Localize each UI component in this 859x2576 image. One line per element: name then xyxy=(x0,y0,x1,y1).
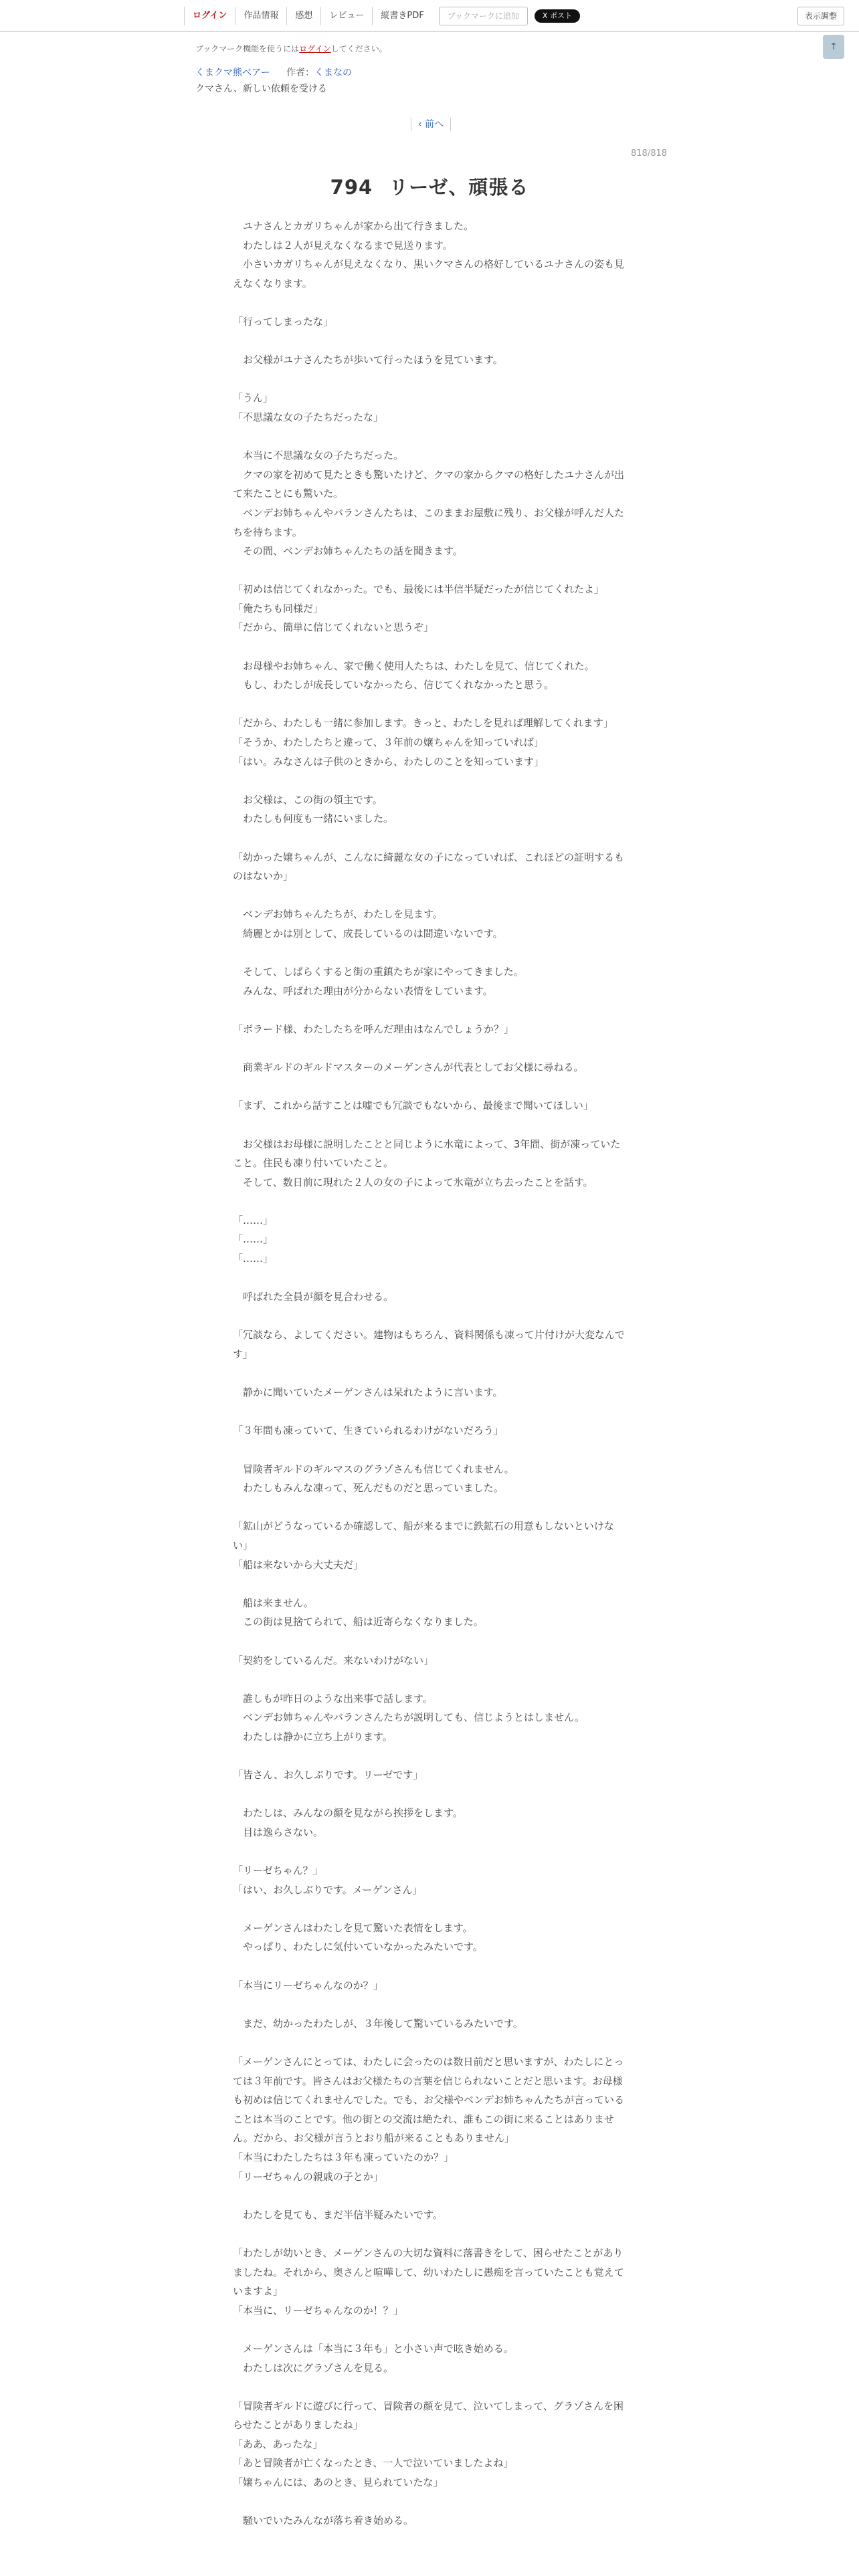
blank-line xyxy=(233,1632,628,1651)
tab-vertical-pdf[interactable]: 縦書きPDF xyxy=(372,7,432,25)
prev-page-link[interactable]: ‹ 前へ xyxy=(411,118,451,131)
blank-line xyxy=(233,1000,628,1020)
blank-line xyxy=(233,1364,628,1384)
chapter-title: クマさん、新しい依頼を受ける xyxy=(195,84,327,94)
body-paragraph: 「初めは信じてくれなかった。でも、最後には半信半疑だったが信じてくれたよ」 xyxy=(233,583,605,596)
body-paragraph: ユナさんとカガリちゃんが家から出て行きました。 xyxy=(233,220,474,232)
body-paragraph: 「はい。みなさんは子供のときから、わたしのことを知っています」 xyxy=(233,755,545,768)
body-paragraph: 本当に不思議な女の子たちだった。 xyxy=(233,449,404,462)
blank-line xyxy=(233,561,628,580)
body-paragraph: 「鉱山がどうなっているか確認して、船が来るまでに鉄鉱石の用意もしないといけない」 xyxy=(233,1520,614,1551)
blank-line xyxy=(233,2186,628,2206)
blank-line xyxy=(233,1957,628,1976)
notice-login-link[interactable]: ログイン xyxy=(299,44,331,53)
body-paragraph: 「……」 xyxy=(233,1233,274,1246)
tab-work-info[interactable]: 作品情報 xyxy=(235,7,286,25)
blank-line xyxy=(233,637,628,657)
body-paragraph: 「幼かった嬢ちゃんが、こんなに綺麗な女の子になっていれば、これほどの証明するものはないか」 xyxy=(233,851,625,883)
tab-review[interactable]: レビュー xyxy=(320,7,372,25)
body-paragraph: やっぱり、わたしに気付いていなかったみたいです。 xyxy=(233,1941,483,1953)
body-paragraph: まだ、幼かったわたしが、３年後して驚いているみたいです。 xyxy=(233,2017,523,2030)
blank-line xyxy=(233,1574,628,1594)
body-paragraph: 「……」 xyxy=(233,1214,274,1226)
blank-line xyxy=(233,1192,628,1211)
header-nav xyxy=(184,7,580,25)
header-bar xyxy=(0,0,859,32)
blank-line xyxy=(233,1307,628,1326)
body-paragraph: 「俺たちも同様だ」 xyxy=(233,602,324,615)
body-paragraph: わたしは静かに立ち上がります。 xyxy=(233,1730,393,1743)
blank-line xyxy=(233,829,628,848)
body-paragraph: わたしを見ても、まだ半信半疑みたいです。 xyxy=(233,2208,443,2221)
body-paragraph: 「本当にわたしたちは３年も凍っていたのか？」 xyxy=(233,2151,454,2163)
body-paragraph: ベンデお姉ちゃんやバランさんたちが説明しても、信じようとはしません。 xyxy=(233,1711,585,1724)
blank-line xyxy=(233,1440,628,1460)
body-paragraph: 呼ばれた全員が顔を見合わせる。 xyxy=(233,1291,394,1303)
body-paragraph: 目は逸らさない。 xyxy=(233,1826,324,1838)
body-paragraph: 「そうか、わたしたちと違って、３年前の嬢ちゃんを知っていれば」 xyxy=(233,736,544,749)
display-settings-button[interactable]: 表示調整 xyxy=(797,7,844,25)
x-post-button[interactable]: X ポスト xyxy=(535,9,580,23)
body-paragraph: その間、ベンデお姉ちゃんたちの話を聞きます。 xyxy=(233,545,463,558)
body-paragraph: 「契約をしているんだ。来ないわけがない」 xyxy=(233,1654,434,1667)
blank-line xyxy=(233,2377,628,2397)
body-paragraph: メーゲンさんはわたしを見て驚いた表情をします。 xyxy=(233,1921,473,1934)
body-paragraph: 「あと冒険者が亡くなったとき、一人で泣いていましたよね」 xyxy=(233,2457,514,2470)
body-paragraph: クマの家を初めて見たときも驚いたけど、クマの家からクマの格好したユナさんが出て来たことにも驚いた。 xyxy=(233,468,625,500)
author-label: 作者： xyxy=(286,68,314,78)
body-paragraph: 「リーゼちゃん？」 xyxy=(233,1864,323,1877)
blank-line xyxy=(233,944,628,963)
body-paragraph: 「本当にリーゼちゃんなのか？」 xyxy=(233,1979,383,1992)
body-paragraph: 「まず、これから話すことは嘘でも冗談でもないから、最後まで聞いてほしい」 xyxy=(233,1099,593,1112)
blank-line xyxy=(233,427,628,447)
body-paragraph: みんな、呼ばれた理由が分からない表情をしています。 xyxy=(233,984,493,997)
blank-line xyxy=(233,1498,628,1517)
episode-counter: 818/818 xyxy=(631,148,668,158)
body-paragraph: 「リーゼちゃんの親戚の子とか」 xyxy=(233,2170,383,2183)
body-paragraph: わたしも何度も一緒にいました。 xyxy=(233,813,394,825)
tab-impressions[interactable]: 感想 xyxy=(286,7,320,25)
body-paragraph: 「不思議な女の子たちだったな」 xyxy=(233,411,384,423)
body-paragraph: 「だから、わたしも一緒に参加します。きっと、わたしを見れば理解してくれます」 xyxy=(233,717,613,730)
blank-line xyxy=(233,1115,628,1135)
blank-line xyxy=(233,1899,628,1919)
blank-line xyxy=(233,1269,628,1288)
blank-line xyxy=(233,1039,628,1059)
blank-line xyxy=(233,1670,628,1689)
blank-line xyxy=(233,1842,628,1861)
body-paragraph: 「わたしが幼いとき、メーゲンさんの大切な資料に落書きをして、困らせたことがありましたね。それから、奥さんと喧嘩して、幼いわたしに愚痴を言っていたことも覚えていますよ」 xyxy=(233,2246,624,2298)
body-paragraph: 商業ギルドのギルドマスターのメーゲンさんが代表としてお父様に尋ねる。 xyxy=(233,1061,584,1074)
body-paragraph: 綺麗とかは別として、成長しているのは間違いないです。 xyxy=(233,927,503,940)
body-paragraph: 「３年間も凍っていて、生きていられるわけがないだろう」 xyxy=(233,1424,504,1437)
body-paragraph: ベンデお姉ちゃんたちが、わたしを見ます。 xyxy=(233,908,443,921)
body-paragraph: 「はい、お久しぶりです。メーゲンさん」 xyxy=(233,1883,423,1896)
body-paragraph: そして、数日前に現れた２人の女の子によって氷竜が立ち去ったことを話す。 xyxy=(233,1176,593,1188)
episode-title xyxy=(0,173,859,200)
body-paragraph: 「……」 xyxy=(233,1253,274,1265)
body-paragraph: 「冗談なら、よしてください。建物はもちろん、資料関係も凍って片付けが大変なんです」 xyxy=(233,1329,625,1361)
body-paragraph: お父様がユナさんたちが歩いて行ったほうを見ています。 xyxy=(233,354,503,366)
blank-line xyxy=(233,332,628,351)
novel-body xyxy=(233,217,628,2531)
blank-line xyxy=(233,2492,628,2512)
body-paragraph: わたしもみんな凍って、死んだものだと思っていました。 xyxy=(233,1482,504,1495)
body-paragraph: 「だから、簡単に信じてくれないと思うぞ」 xyxy=(233,621,434,634)
body-paragraph: 「船は来ないから大丈夫だ」 xyxy=(233,1558,364,1571)
login-notice xyxy=(195,43,387,54)
body-paragraph: お父様はお母様に説明したことと同じように水竜によって、3年間、街が凍っていたこと。住民も凍り付いていたこと。 xyxy=(233,1138,621,1170)
body-paragraph: お母様やお姉ちゃん、家で働く使用人たちは、わたしを見て、信じてくれた。 xyxy=(233,659,595,672)
blank-line xyxy=(233,695,628,714)
body-paragraph: 誰しもが昨日のような出来事で話します。 xyxy=(233,1692,433,1705)
episode-title-text: リーゼ、頑張る xyxy=(389,176,529,199)
body-paragraph: 「皆さん、お久しぶりです。リーゼです」 xyxy=(233,1769,423,1782)
notice-text-after: してください。 xyxy=(330,44,387,53)
scroll-top-button[interactable] xyxy=(823,35,844,59)
blank-line xyxy=(233,1077,628,1097)
episode-number: 794 xyxy=(330,176,373,199)
body-paragraph: 小さいカガリちゃんが見えなくなり、黒いクマさんの格好しているユナさんの姿も見えなくなります。 xyxy=(233,258,625,290)
body-paragraph: 「冒険者ギルドに遊びに行って、冒険者の顔を見て、泣いてしまって、グラゾさんを困らせたことがありましたね」 xyxy=(233,2399,624,2432)
blank-line xyxy=(233,886,628,905)
blank-line xyxy=(233,2224,628,2244)
author-info xyxy=(286,66,352,79)
blank-line xyxy=(233,2033,628,2052)
body-paragraph: わたしは次にグラゾさんを見る。 xyxy=(233,2361,394,2374)
body-paragraph: 船は来ません。 xyxy=(233,1596,314,1609)
blank-line xyxy=(233,1785,628,1804)
body-paragraph: 「うん」 xyxy=(233,392,274,405)
blank-line xyxy=(233,2320,628,2339)
author-name-link[interactable]: くまなの xyxy=(314,68,352,78)
body-paragraph: 「嬢ちゃんには、あのとき、見られていたな」 xyxy=(233,2476,444,2489)
body-paragraph: 「メーゲンさんにとっては、わたしに会ったのは数日前だと思いますが、わたしにとっては３年前です。皆さんはお父様たちの言葉を信じられないことだと思います。お母様も初めは信じてくれませんでした。でも、お父様やベンデお姉ちゃんたちが言っていることは本当のことです。他の街との交流は絶たれ、誰もこの街に来ることはありません。だから、お父様が言うとおり船が来ることもありません」 xyxy=(233,2056,625,2145)
blank-line xyxy=(233,1747,628,1766)
body-paragraph: 騒いでいたみんなが落ち着き始める。 xyxy=(233,2514,414,2527)
body-paragraph: ベンデお姉ちゃんやバランさんたちは、このままお屋敷に残り、お父様が呼んだ人たちを待ちます。 xyxy=(233,506,625,538)
blank-line xyxy=(233,771,628,790)
body-paragraph: 「行ってしまったな」 xyxy=(233,315,334,328)
add-bookmark-button[interactable]: ブックマークに追加 xyxy=(439,7,528,25)
blank-line xyxy=(233,370,628,389)
up-arrow-icon: ↑ xyxy=(830,41,838,52)
body-paragraph: メーゲンさんは「本当に３年も」と小さい声で呟き始める。 xyxy=(233,2342,514,2355)
blank-line xyxy=(233,1995,628,2014)
body-paragraph: 「ああ、あったな」 xyxy=(233,2438,323,2450)
body-paragraph: 静かに聞いていたメーゲンさんは呆れたように言います。 xyxy=(233,1386,503,1399)
notice-text-before: ブックマーク機能を使うには xyxy=(195,44,300,53)
body-paragraph: この街は見捨てられて、船は近寄らなくなりました。 xyxy=(233,1616,484,1628)
blank-line xyxy=(233,1402,628,1422)
body-paragraph: そして、しばらくすると街の重鎮たちが家にやってきました。 xyxy=(233,966,524,978)
body-paragraph: 冒険者ギルドのギルマスのグラゾさんも信じてくれません。 xyxy=(233,1463,514,1475)
body-paragraph: お父様は、この街の領主です。 xyxy=(233,793,383,806)
body-paragraph: 「本当に、リーゼちゃんなのか！？」 xyxy=(233,2304,403,2317)
body-paragraph: 「ボラード様、わたしたちを呼んだ理由はなんでしょうか？」 xyxy=(233,1023,514,1035)
blank-line xyxy=(233,293,628,312)
body-paragraph: もし、わたしが成長していなかったら、信じてくれなかったと思う。 xyxy=(233,679,555,691)
login-tab[interactable]: ログイン xyxy=(184,7,235,25)
series-title-link[interactable]: くまクマ熊ベアー xyxy=(195,68,270,78)
body-paragraph: わたしは、みんなの顔を見ながら挨拶をします。 xyxy=(233,1807,463,1820)
body-paragraph: わたしは２人が見えなくなるまで見送ります。 xyxy=(233,239,453,251)
